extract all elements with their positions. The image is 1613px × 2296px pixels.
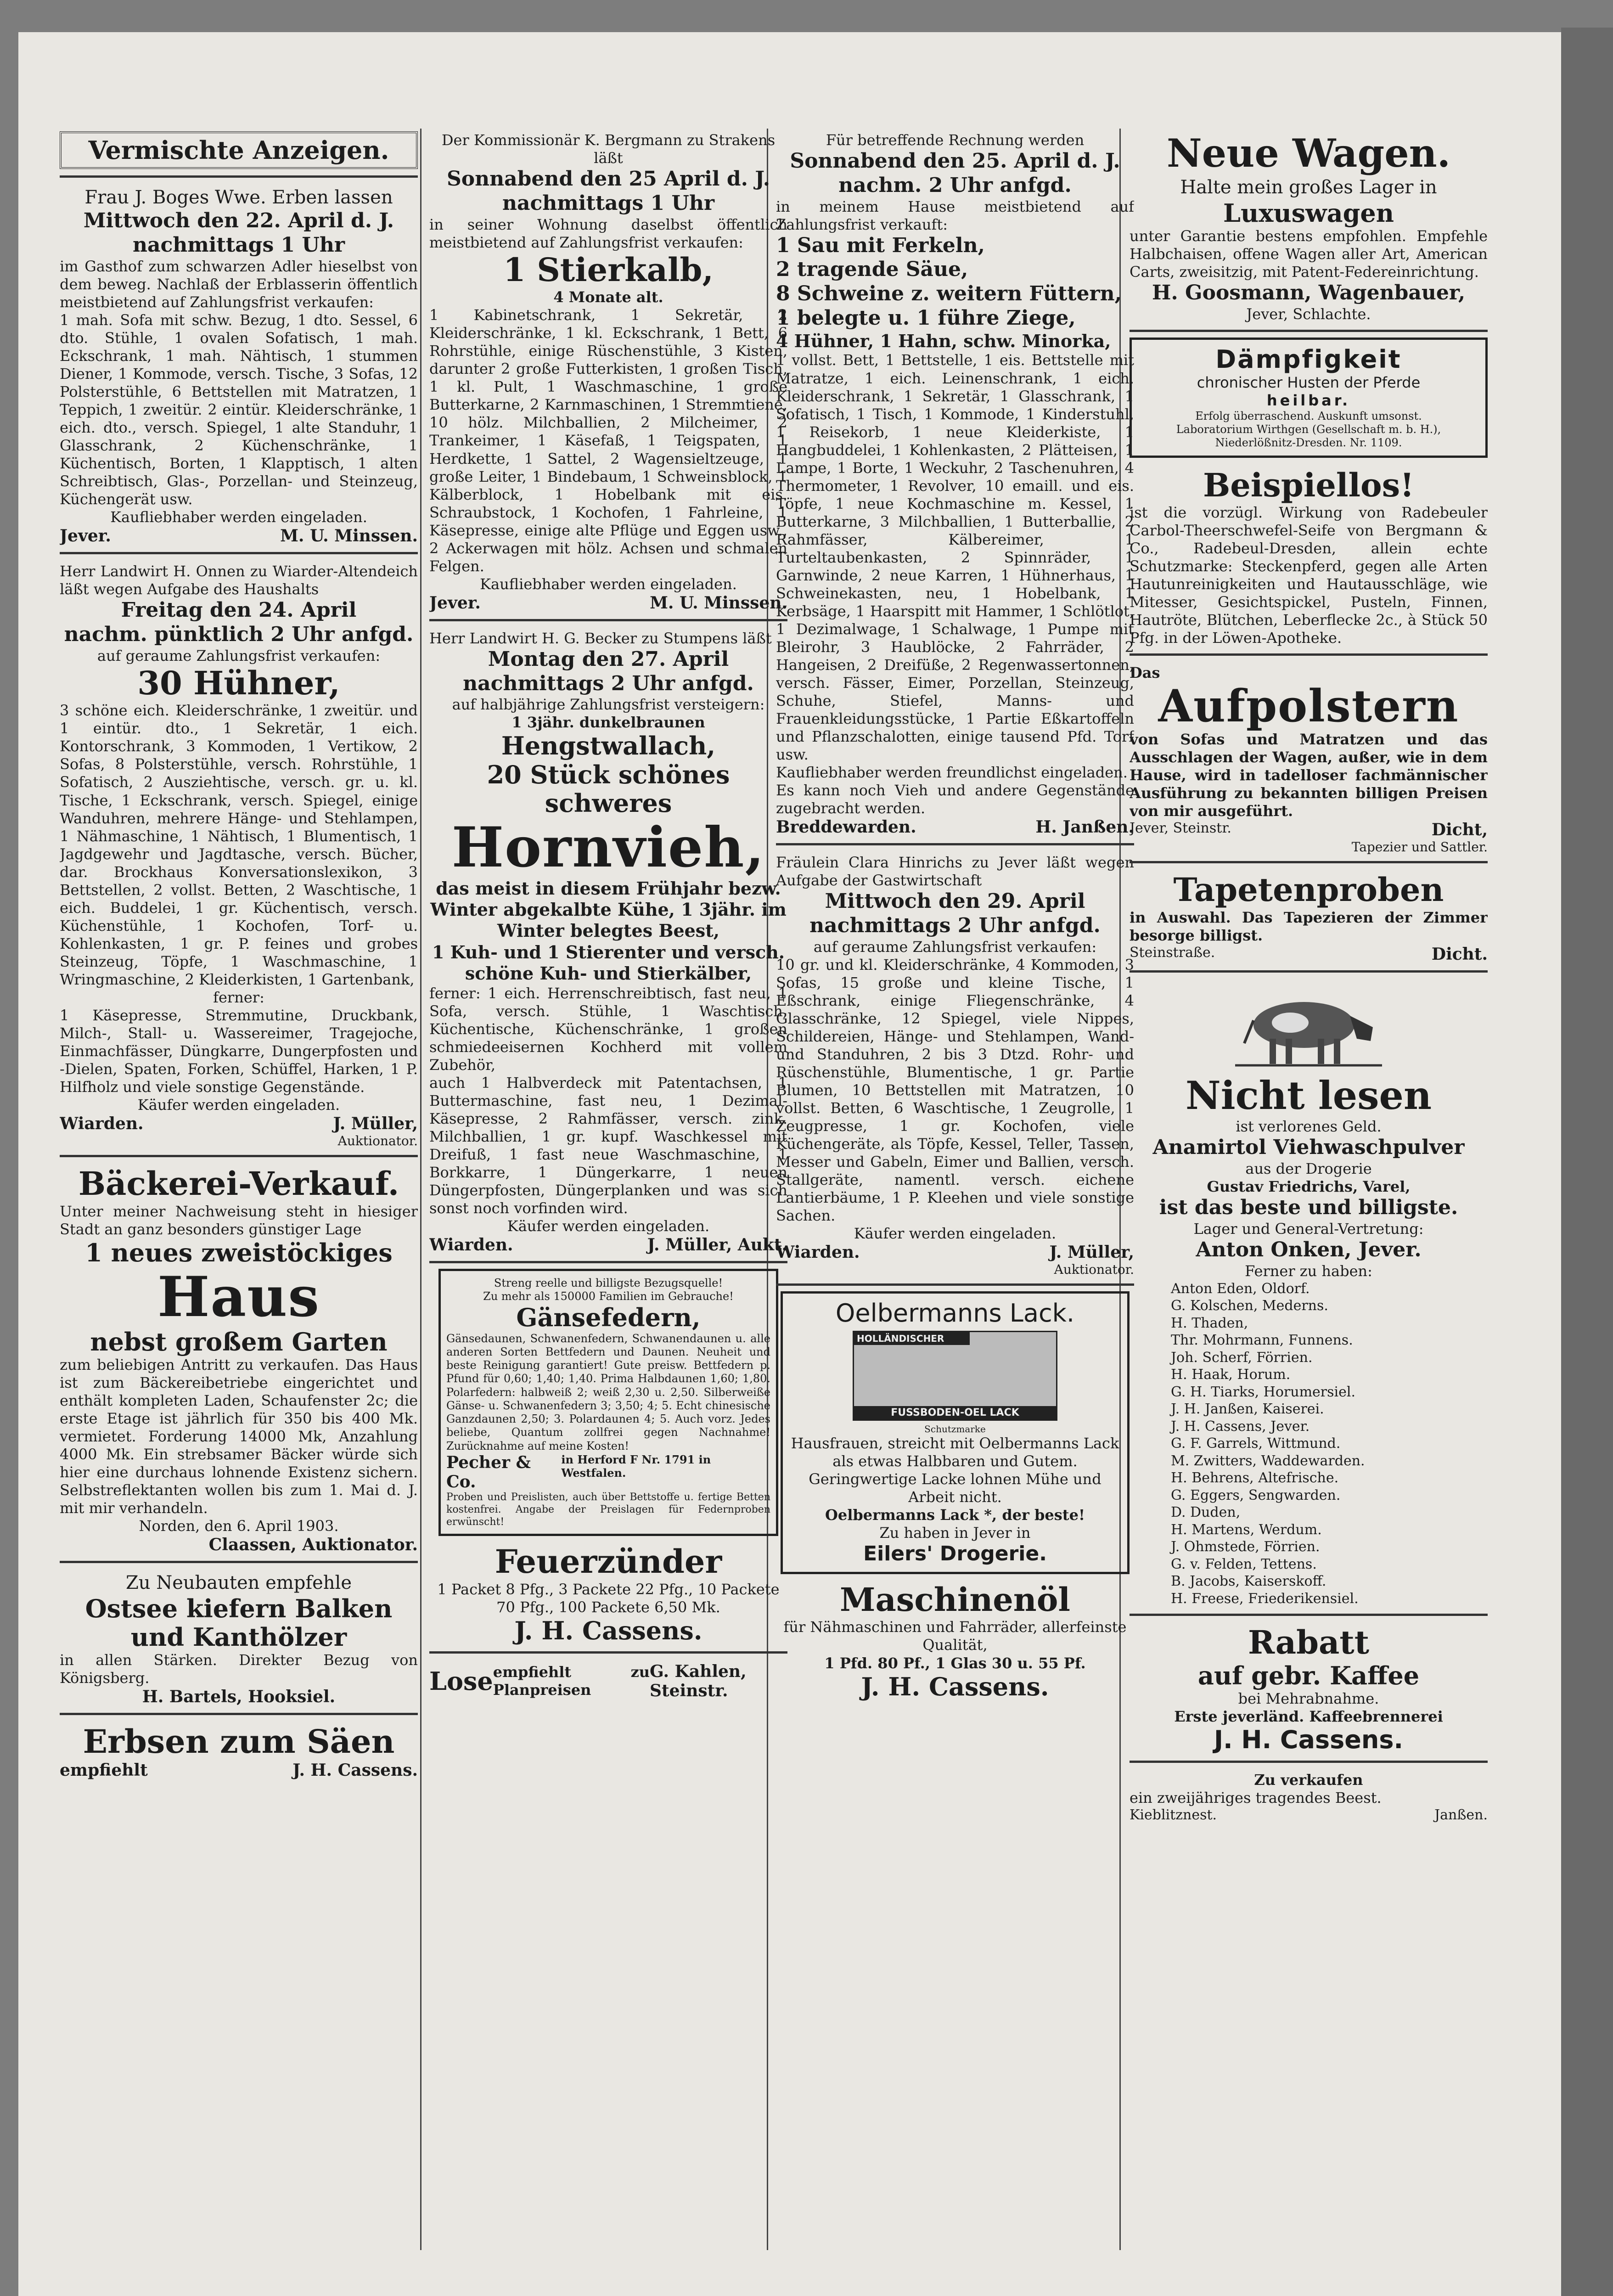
ad-line-1: Halte mein großes Lager in [1180, 176, 1437, 198]
ad-date: Sonnabend den 25. April d. J. [790, 149, 1120, 173]
ad-hinrichs [776, 851, 1134, 1286]
ad-intro: Der Kommissionär K. Bergmann zu Strakens läßt [441, 131, 776, 167]
ad-date: Montag den 27. April [488, 647, 729, 671]
ad-signature: H. Bartels, Hooksiel. [142, 1687, 336, 1707]
ad-intro: Herr Landwirt H. G. Becker zu Stumpens läßt [429, 629, 772, 647]
ad-footnote: Proben und Preislisten, auch über Bettstoffe u. fertige Betten kostenfrei. Angabe der Preislagen für Federnproben erwünscht! [446, 1491, 770, 1528]
list-item: J. H. Janßen, Kaiserei. [1171, 1401, 1324, 1418]
dealer-list [1130, 1280, 1488, 1608]
ad-body: 1 mah. Sofa mit schw. Bezug, 1 dto. Sessel, 6 dto. Stühle, 1 ovalen Sofatisch, 1 mah. Eckschrank, 1 mah. Nähtisch, 1 stummen Diener, 1 Kommode, versch. Tische, 3 Sofas, 12 Polsterstühle, 6 Bettstellen mit Matratzen, 1 Teppich, 1 zweitür. 2 eintür. Kleiderschränke, 1 eich. dto., versch. Spiegel, 1 alte Standuhr, 1 Glasschrank, 2 Küchenschränke, 1 Küchentisch, Borten, 1 Klapptisch, 1 alten Schreibtisch, Glas-, Porzellan- und Steinzeug, Küchengerät usw. [60, 311, 418, 508]
ad-line-1: auf gebr. Kaffee [1197, 1660, 1420, 1690]
signature-name: Janßen. [1434, 1807, 1488, 1823]
ad-line-6: 1 Kuh- und 1 Stierenter und versch. schöne Kuh- und Stierkälber, [432, 941, 785, 984]
ad-price: 1 Pfd. 80 Pf., 1 Glas 30 u. 55 Pf. [824, 1654, 1086, 1672]
ad-aufpolstern [1130, 661, 1488, 863]
list-item: H. Haak, Horum. [1171, 1367, 1291, 1383]
signature-name: M. U. Minssen. [280, 526, 418, 546]
ad-line-1: 1 neues zweistöckiges [85, 1238, 393, 1267]
ad-line-5: das meist in diesem Frühjahr bezw. Winter abgekalbte Kühe, 1 3jähr. im Winter belegtes Beest, [430, 878, 787, 941]
ad-signature [60, 1114, 418, 1133]
ad-tapeten [1130, 869, 1488, 973]
ad-body: Gänsedaunen, Schwanenfedern, Schwanendaunen u. alle anderen Sorten Bettfedern und Daunen. Neuheit und beste Reinigung garantiert! Gute preisw. Bettfedern p. Pfund für 0,60; 1,40; 1,40. Prima Halbdaunen 1,60; 1,80. Polarfedern: halbweiß 2; weiß 2,30 u. 2,50. Silberweiße Gänse- u. Schwanenfedern 3; 3,50; 4; 5. Echt chinesische Ganzdaunen 2,50; 3. Polardaunen 4; 5. Auch vorz. Jedes beliebe, Quantum zollfrei gegen Nachnahme! Zurücknahme auf meine Kosten! [446, 1332, 770, 1452]
list-item: M. Zwitters, Waddewarden. [1171, 1452, 1365, 1469]
ad-terms: im Gasthof zum schwarzen Adler hieselbst von dem beweg. Nachlaß der Erblasserin öffentlich meistbietend auf Zahlungsfrist verkaufen: [60, 257, 418, 311]
ad-body: in Auswahl. Das Tapezieren der Zimmer besorge billigst. [1130, 908, 1488, 944]
ad-signature: G. Kahlen, Steinstr. [650, 1662, 747, 1701]
signature-place: Jever. [429, 593, 481, 613]
list-item: J. Ohmstede, Förrien. [1171, 1539, 1320, 1555]
ad-line-1: 1 Sau mit Ferkeln, [776, 233, 985, 257]
ad-body: 1 Kabinetschrank, 1 Sekretär, 2 Kleiderschränke, 1 kl. Eckschrank, 1 Bett, 6 Rohrstühle, einige Rüschenstühle, 3 Kisten, darunter 2 große Futterkisten, 1 großen Tisch, 1 kl. Pult, 1 Waschmaschine, 1 große Butterkarne, 2 Karnmaschinen, 1 Stremmtiene, 10 hölz. Milchballien, 2 Milcheimer, 2 Trankeimer, 1 Käsefaß, 1 Teigspaten, 1 Herdkette, 1 Sattel, 2 Wagensieltzeuge, 1 große Leiter, 1 Bindebaum, 1 Schweinsblock, 1 Kälberblock, 1 Hobelbank mit eis. Schraubstock, 1 Kochofen, 1 Fahrleine, 1 Käsepresse, einige alte Pflüge und Eggen usw., 2 Ackerwagen mit hölz. Achsen und schmalen Felgen. [429, 306, 787, 575]
signature-name: Dicht. [1431, 944, 1488, 964]
ad-signature [1130, 820, 1488, 839]
ad-body: 3 schöne eich. Kleiderschränke, 1 zweitür. und 1 eintür. dto., 1 Sekretär, 1 eich. Kontorschrank, 3 Kommoden, 1 Vertikow, 2 Sofas, 8 Polsterstühle, versch. Rohrstühle, 1 Sofatisch, 2 Ausziehtische, versch. gr. u. kl. Tische, 1 Eckschrank, versch. Spiegel, einige Wanduhren, mehrere Hänge- und Stehlampen, 1 Nähmaschine, 1 Nähtisch, 1 Blumentisch, 1 Jagdgewehr und Jagdtasche, versch. Bücher, dar. Brockhaus Konversationslexikon, 3 Bettstellen, 2 vollst. Betten, 2 Waschtische, 1 eich. Buddelei, 1 gr. Küchentisch, versch. Küchenstühle, 1 Kochofen, Torf- u. Kohlenkasten, 1 gr. P. feines und grobes Steinzeug, Töpfe, 1 Waschmaschine, 1 Wringmaschine, 2 Kleiderkisten, 1 Gartenbank, [60, 702, 418, 988]
ad-headline: Nicht lesen [1185, 1072, 1432, 1118]
ad-closing: Käufer werden eingeladen. [854, 1225, 1057, 1243]
ad-pecher [438, 1269, 778, 1536]
ad-body: ist die vorzügl. Wirkung von Radebeuler Carbol-Theerschwefel-Seife von Bergmann & Co., Radebeul-Dresden, allein echte Schutzmarke: Steckenpferd, gegen alle Arten Hautunreinigkeiten und Hautausschläge, wie Mitesser, Gesichtspickel, Pusteln, Finnen, Hautröte, Blütchen, Leberflecke 2c., à Stück 50 Pfg. in der Löwen-Apotheke. [1130, 504, 1488, 647]
ad-tagline: Streng reelle und billigste Bezugsquelle! [494, 1276, 723, 1289]
signature-name: J. Müller, [333, 1114, 418, 1134]
list-item: G. v. Felden, Tettens. [1171, 1556, 1317, 1572]
signature-place: Wiarden. [60, 1114, 144, 1134]
ad-signature [429, 1235, 787, 1255]
column-1 [60, 129, 418, 2296]
ad-time: nachmittags 1 Uhr [132, 233, 345, 257]
ad-terms: auf geraume Zahlungsfrist verkaufen: [813, 938, 1097, 956]
ad-line-2: und Kanthölzer [130, 1622, 347, 1652]
ad-line-4: Gustav Friedrichs, Varel, [1207, 1178, 1411, 1196]
list-item: Joh. Scherf, Förrien. [1171, 1349, 1313, 1366]
ad-closing: Käufer werden eingeladen. [507, 1217, 710, 1235]
list-item: Thr. Mohrmann, Funnens. [1171, 1332, 1353, 1349]
ad-goosmann [1130, 129, 1488, 332]
ad-line-1: chronischer Husten der Pferde [1197, 373, 1421, 391]
ad-body: ferner: 1 eich. Herrenschreibtisch, fast neu, 1 Sofa, versch. Stühle, 1 Waschtisch, Küchentische, Küchenschränke, 1 großen schmiedeeisernen Kochherd mit vollem Zubehör, [429, 984, 787, 1074]
ad-signature: Claassen, Auktionator. [208, 1535, 418, 1555]
ad-date: Sonnabend den 25 April d. J. [446, 167, 770, 191]
firm-name: Pecher & Co. [446, 1452, 531, 1491]
ad-bergmann [429, 129, 787, 621]
ad-line-1: 1 3jähr. dunkelbraunen [511, 714, 705, 732]
ad-body: von Sofas und Matratzen und das Ausschlagen der Wagen, außer, wie in dem Hause, wird in tadelloser fachmännischer Ausführung zu bekannten billigen Preisen von mir ausgeführt. [1130, 730, 1488, 820]
ad-signature [60, 526, 418, 546]
book-spine [1561, 28, 1613, 2296]
column-3 [776, 129, 1134, 2296]
ad-erbsen [60, 1721, 418, 1786]
section-title: Vermischte Anzeigen. [60, 131, 418, 169]
ad-line-3: 20 Stück schönes schweres [487, 760, 730, 818]
ad-headline: Maschinenöl [840, 1580, 1070, 1619]
ad-body: 1 Packet 8 Pfg., 3 Packete 22 Pfg., 10 Packete 70 Pfg., 100 Packete 6,50 Mk. [437, 1580, 780, 1616]
ad-verkaufen [1130, 1768, 1488, 1829]
list-item: H. Martens, Werdum. [1171, 1521, 1322, 1538]
ad-signature [429, 593, 787, 613]
ad-date: Mittwoch den 22. April d. J. [83, 209, 394, 233]
signature-place: Breddewarden. [776, 817, 916, 837]
ad-body: in allen Stärken. Direkter Bezug von Königsberg. [60, 1651, 418, 1687]
section-header [60, 129, 418, 178]
ad-terms: auf halbjährige Zahlungsfrist versteigern: [452, 696, 765, 714]
ad-signature [776, 817, 1134, 837]
ad-headline: Aufpolstern [1158, 680, 1459, 732]
ad-line-2: heilbar. [1266, 391, 1351, 409]
ad-body: zum beliebigen Antritt zu verkaufen. Das Haus ist zum Bäckereibetriebe eingerichtet und enthält kompleten Laden, Schaufenster 2c; die erste Etage ist jährlich für 350 bis 400 Mk. vermietet. Forderung 14000 Mk, Anzahlung 4000 Mk. Ein strebsamer Bäcker würde sich hier eine durchaus lohnende Existenz sichern. Selbstreflektanten wollen bis zum 1. Mai d. J. mit mir verhandeln. [60, 1356, 418, 1517]
signature-place: Wiarden. [776, 1243, 860, 1262]
ad-line-5: 4 Hühner, 1 Hahn, schw. Minorka, [776, 330, 1111, 351]
ad-address: Jever, Schlachte. [1246, 305, 1371, 323]
ad-time: nachmittags 1 Uhr [502, 191, 715, 215]
ad-headline: Tapetenproben [1173, 871, 1444, 909]
signature-title: Auktionator. [1054, 1262, 1134, 1277]
ad-headline: Rabatt [1248, 1623, 1370, 1662]
ad-body: 1 vollst. Bett, 1 Bettstelle, 1 eis. Bettstelle mit Matratze, 1 eich. Leinenschrank, 1 eich. Kleiderschrank, 1 Sekretär, 1 Glasschrank, 1 Sofatisch, 1 Tisch, 1 Kommode, 1 Kinderstuhl, 1 Reisekorb, 1 neue Kleiderkiste, 1 Hangbuddelei, 1 Kohlenkasten, 2 Plätteisen, 1 Lampe, 1 Borte, 1 Weckuhr, 2 Taschenuhren, 4 Thermometer, 1 Revolver, 10 emaill. und eis. Töpfe, 1 neue Kochmaschine m. Kessel, 1 Butterkarne, 3 Milchballien, 1 Butterballie, 2 Rahmfässer, Kälbereimer, 1 Turteltaubenkasten, 2 Spinnräder, 1 Garnwinde, 2 neue Karren, 1 Hühnerhaus, 1 Schweinekasten, neu, 1 Hobelbank, 1 Kerbsäge, 1 Haarspitt mit Hammer, 1 Schlötlot, 1 Dezimalwage, 1 Schalwage, 1 Pumpe mit Bleirohr, 3 Haublöcke, 2 Fahrräder, 2 Hangeisen, 2 Dreifüße, 2 Regenwassertonnen, versch. Fässer, Eimer, Porzellan, Steinzeug, Schuhe, Stiefel, Manns- und Frauenkleidungsstücke, 1 Partie Eßkartoffeln und Pflanzschalotten, einige tausend Pfd. Torf usw. [776, 351, 1134, 764]
column-2 [429, 129, 787, 2296]
ad-headline: Bäckerei-Verkauf. [78, 1165, 399, 1203]
ad-closing: Kaufliebhaber werden eingeladen. [480, 575, 737, 593]
ad-line-6: Lager und General-Vertretung: [1193, 1220, 1424, 1238]
cow-illustration [1226, 984, 1391, 1071]
ad-headline: Dämpfigkeit [1215, 344, 1402, 374]
ad-terms: in seiner Wohnung daselbst öffentlich meistbietend auf Zahlungsfrist verkaufen: [429, 215, 787, 251]
ad-line-3: Erfolg überraschend. Auskunft umsonst. [1195, 409, 1422, 422]
list-item: H. Behrens, Altefrische. [1171, 1470, 1339, 1486]
ad-body-2: 1 Käsepresse, Stremmutine, Druckbank, Milch-, Stall- u. Wassereimer, Tragejoche, Einmachfässer, Düngkarre, Dungerpfosten und -Dielen, Spaten, Forken, Schüffel, Harken, 1 P. Hilfholz und viele sonstige Gegenstände. [60, 1006, 418, 1096]
ad-intro: Zu Neubauten empfehle [125, 1572, 352, 1594]
ad-line-1: Ostsee kiefern Balken [85, 1594, 393, 1624]
signature-title: Auktionator. [337, 1133, 418, 1149]
ad-tagline-2: Zu mehr als 150000 Familien im Gebrauche! [483, 1290, 734, 1303]
signature-name: M. U. Minssen. [650, 593, 787, 613]
ad-signature: J. H. Cassens. [1214, 1725, 1403, 1754]
ad-terms: in meinem Hause meistbietend auf Zahlungsfrist verkauft: [776, 197, 1134, 233]
lack-can-image [853, 1331, 1057, 1421]
ad-firm [446, 1453, 770, 1491]
signature-place: Steinstraße. [1130, 944, 1215, 961]
ad-line-7: Anton Onken, Jever. [1196, 1238, 1422, 1261]
ad-headline: 1 Stierkalb, [503, 250, 714, 289]
ad-rechnung [776, 129, 1134, 845]
ad-line-2: 2 tragende Säue, [776, 258, 968, 281]
ad-body: 10 gr. und kl. Kleiderschränke, 4 Kommoden, 3 Sofas, 15 große und kleine Tische, 1 Eßschrank, einige Fliegenschränke, 4 Glasschränke, 12 Spiegel, viele Nippes, Schildereien, Hänge- und Stehlampen, Wand- und Standuhren, 2 bis 3 Dtzd. Rohr- und Rüschenstühle, Blumentische, 1 gr. Partie Blumen, 10 Bettstellen mit Matratzen, 10 vollst. Betten, 6 Waschtische, 1 Zeugrolle, 1 Zeugpresse, 1 gr. Kochofen, viele Küchengeräte, als Töpfe, Kessel, Teller, Tassen, Messer und Gabeln, Eimer und Ballien, versch. Stallgeräte, namentl. versch. eichene Lantierbäume, 1 P. Kleehen und viele sonstige Sachen. [776, 956, 1134, 1225]
ad-intro: Fräulein Clara Hinrichs zu Jever läßt wegen Aufgabe der Gastwirtschaft [776, 854, 1134, 889]
trademark-label: Schutzmarke [924, 1423, 986, 1435]
ad-intro: Für betreffende Rechnung werden [826, 131, 1085, 149]
signature-name: Dicht, [1431, 820, 1488, 840]
ad-beispiellos [1130, 464, 1488, 656]
ad-date: Mittwoch den 29. April [825, 889, 1085, 913]
ad-daempfigkeit [1130, 338, 1488, 458]
ad-note: Es kann noch Vieh und andere Gegenstände zugebracht werden. [776, 782, 1134, 817]
ad-line-4: Hornvieh, [451, 815, 765, 880]
signature-place: Kieblitznest. [1130, 1807, 1217, 1823]
signature-place: Wiarden. [429, 1235, 513, 1255]
ad-lose [429, 1659, 787, 1707]
signature-place: Jever. [60, 526, 111, 546]
ad-line-2: bei Mehrabnahme. [1238, 1689, 1379, 1707]
can-label-bottom: FUSSBODEN-OEL LACK [854, 1406, 1056, 1419]
ad-signature [1130, 945, 1488, 964]
ad-feuerzuender [429, 1541, 787, 1654]
newspaper-page [18, 32, 1561, 2296]
list-item: G. Kolschen, Mederns. [1171, 1298, 1328, 1314]
ad-boges [60, 183, 418, 554]
ad-headline: Feuerzünder [495, 1542, 722, 1581]
list-item: H. Freese, Friederikensiel. [1171, 1590, 1359, 1607]
ad-line-4: 1 belegte u. 1 führe Ziege, [776, 306, 1076, 330]
ad-headline: 30 Hühner, [137, 664, 340, 702]
ad-line-2: Hengstwallach, [501, 731, 716, 761]
column-4 [1130, 129, 1488, 2296]
ad-line-2: Haus [157, 1264, 320, 1329]
can-label-top: HOLLÄNDISCHER [854, 1332, 970, 1345]
ad-line-3: 8 Schweine z. weitern Füttern, [776, 282, 1122, 306]
ad-signature: J. H. Cassens. [861, 1671, 1049, 1701]
ad-intro: Herr Landwirt H. Onnen zu Wiarder-Altendeich läßt wegen Aufgabe des Haushalts [60, 563, 418, 598]
ad-subline: 4 Monate alt. [553, 288, 663, 306]
signature-name: J. Müller, Aukt. [647, 1235, 787, 1255]
ad-onnen [60, 560, 418, 1157]
ad-slogan: Oelbermanns Lack *, der beste! [825, 1506, 1085, 1524]
ad-headline: Lose [429, 1666, 493, 1696]
ad-place-date: Norden, den 6. April 1903. [139, 1517, 339, 1535]
ad-closing: Kaufliebhaber werden freundlichst eingeladen. [776, 764, 1128, 782]
ad-headline: Erbsen zum Säen [83, 1722, 395, 1761]
ad-headline: Gänsefedern, [516, 1303, 701, 1333]
ad-signature: H. Goosmann, Wagenbauer, [1152, 281, 1466, 304]
ad-line-3: Erste jeverländ. Kaffeebrennerei [1174, 1707, 1443, 1725]
ad-line-3: aus der Drogerie [1245, 1160, 1372, 1178]
ad-headline: Oelbermanns Lack. [835, 1299, 1075, 1328]
signature-place: empfiehlt [60, 1760, 148, 1780]
ad-line-1: ist verlorenes Geld. [1236, 1118, 1382, 1136]
ad-signature [1130, 1807, 1488, 1823]
ad-headline: Neue Wagen. [1167, 130, 1450, 176]
ad-headline: Beispiellos! [1203, 466, 1414, 504]
ad-body: ein zweijähriges tragendes Beest. [1130, 1789, 1382, 1807]
ad-line-3: nebst großem Garten [90, 1327, 388, 1356]
list-item: B. Jacobs, Kaiserskoff. [1171, 1573, 1326, 1590]
ad-line-2: Luxuswagen [1223, 198, 1394, 228]
ad-closing: Käufer werden eingeladen. [137, 1096, 340, 1114]
ad-signature: J. H. Cassens. [514, 1616, 703, 1646]
ad-body: Hausfrauen, streicht mit Oelbermanns Lack als etwas Halbbaren und Gutem. Geringwertige Lacke lohnen Mühe und Arbeit nicht. [791, 1434, 1119, 1506]
ad-place: Zu haben in Jever in [879, 1524, 1031, 1542]
signature-name: J. Müller, [1049, 1243, 1134, 1262]
ad-oelbermann [781, 1291, 1130, 1574]
ad-time: nachmittags 2 Uhr anfgd. [809, 914, 1101, 938]
list-item: H. Thaden, [1171, 1315, 1248, 1331]
list-item: G. H. Tiarks, Horumersiel. [1171, 1384, 1355, 1400]
ad-bartels [60, 1569, 418, 1715]
ad-line-1: Das [1130, 664, 1160, 682]
signature-name: J. H. Cassens. [292, 1760, 418, 1780]
ad-maschinenoel [776, 1579, 1134, 1707]
list-item: Anton Eden, Oldorf. [1171, 1280, 1310, 1297]
ad-signature [776, 1243, 1134, 1262]
ad-line-5: ist das beste und billigste. [1159, 1196, 1458, 1220]
signature-place: Jever, Steinstr. [1130, 820, 1231, 837]
ad-body-2: auch 1 Halbverdeck mit Patentachsen, 1 Buttermaschine, fast neu, 1 Dezimal-Käsepresse, 2 Rahmfässer, versch. zink. Milchballien, 1 gr. kupf. Waschkessel mit Dreifuß, 1 fast neue Waschmaschine, 1 Borkkarre, 1 Düngerkarre, 1 neuen Düngerpfosten, Düngerplanken und was sich sonst noch vorfinden wird. [429, 1074, 787, 1217]
list-item: J. H. Cassens, Jever. [1171, 1418, 1310, 1435]
ad-line-8: Ferner zu haben: [1245, 1262, 1372, 1280]
ad-line-1: Zu verkaufen [1254, 1771, 1363, 1789]
firm-address: in Herford F Nr. 1791 in Westfalen. [561, 1452, 711, 1480]
list-item: G. Eggers, Sengwarden. [1171, 1487, 1341, 1503]
ad-baeckerei [60, 1163, 418, 1563]
ad-time: nachm. pünktlich 2 Uhr anfgd. [64, 623, 414, 647]
ad-body: empfiehlt zu Planpreisen [493, 1663, 650, 1699]
column-rule [420, 129, 422, 2250]
ad-terms: auf geraume Zahlungsfrist verkaufen: [97, 647, 381, 664]
ad-becker [429, 627, 787, 1263]
ad-date: Freitag den 24. April [121, 598, 357, 622]
ad-line-5: Niederlößnitz-Dresden. Nr. 1109. [1215, 436, 1402, 450]
ad-rabatt [1130, 1621, 1488, 1763]
ad-body: unter Garantie bestens empfohlen. Empfehle Halbchaisen, offene Wagen aller Art, American Carts, zweisitzig, mit Patent-Federeinrichtung. [1130, 227, 1488, 281]
ad-time: nachmittags 2 Uhr anfgd. [463, 671, 754, 695]
ad-nicht-lesen [1130, 978, 1488, 1616]
ad-signature [60, 1761, 418, 1780]
ad-closing: Kaufliebhaber werden eingeladen. [110, 508, 367, 526]
ad-row [429, 1662, 787, 1700]
ad-line-4: Laboratorium Wirthgen (Gesellschaft m. b. H.), [1176, 423, 1441, 436]
ad-intro: Frau J. Boges Wwe. Erben lassen [84, 187, 393, 208]
ad-body: für Nähmaschinen und Fahrräder, allerfeinste Qualität, [783, 1618, 1127, 1654]
ad-ferner: ferner: [213, 988, 264, 1006]
list-item: G. F. Garrels, Wittmund. [1171, 1435, 1341, 1452]
ad-shop: Eilers' Drogerie. [863, 1542, 1047, 1566]
ad-line-2: Anamirtol Viehwaschpulver [1152, 1136, 1465, 1159]
signature-title: Tapezier und Sattler. [1351, 839, 1488, 855]
list-item: D. Duden, [1171, 1504, 1241, 1521]
signature-name: H. Janßen. [1035, 817, 1134, 837]
ad-intro: Unter meiner Nachweisung steht in hiesiger Stadt an ganz besonders günstiger Lage [60, 1202, 418, 1238]
ad-time: nachm. 2 Uhr anfgd. [838, 173, 1072, 197]
